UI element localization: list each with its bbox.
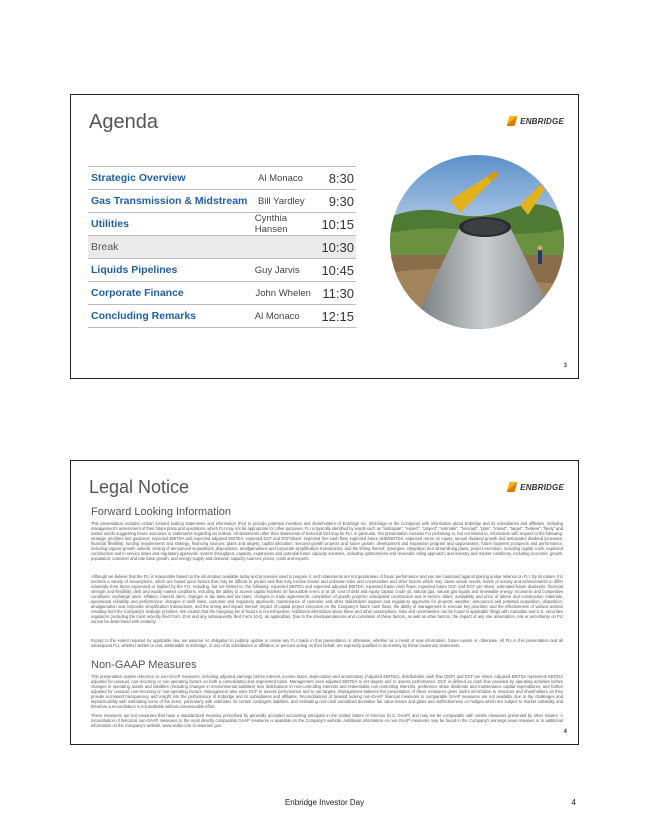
logo-text: ENBRIDGE xyxy=(520,116,564,126)
slide-title: Agenda xyxy=(89,111,158,133)
fli-heading: Forward Looking Information xyxy=(91,506,232,518)
agenda-row xyxy=(88,282,356,305)
non-gaap-heading: Non-GAAP Measures xyxy=(91,659,197,671)
agenda-presenter: John Whelen xyxy=(255,287,311,299)
agenda-table xyxy=(88,166,356,328)
agenda-row xyxy=(88,259,356,282)
agenda-time: 12:15 xyxy=(321,308,354,324)
agenda-row xyxy=(88,166,356,190)
slide-number: 3 xyxy=(563,363,567,369)
fli-paragraph-2: Although we believe that the FLI is reasonable based on the information available today and processes used to prepare it, such statements are not guarantees of future performance and you are cautioned against placing undue reliance on FLI. By its nature, FLI involves a variety of assumptions, which are based upon factors that may be difficult to predict and that may involve known and unknown risks and uncertainties and other factors which may cause actual results, levels of activity and achievements to differ materially from those expressed or implied by the FLI, including, but not limited to, the following: expected EBITDA and expected adjusted EBITDA; expected future cash flows; expected future DCF and DCF per share; estimated future dividends; financial strength and flexibility; debt and equity market conditions, including the ability to access capital markets on favourable terms or at all; cost of debt and equity capital; crude oil, natural gas, natural gas liquids and renewable energy; economic and competitive conditions; exchange rates; inflation; interest rates; changes in tax laws and tax rates; changes in trade agreements, completion of growth projects; anticipated construction and in-service dates; availability and price of labour and construction materials; operational reliability and performance; changes in tariff rates; customer and regulatory approvals; maintenance of customer and other stakeholder support and regulatory approvals for projects; weather; announced and potential acquisition, disposition, amalgamation and corporate simplification transactions, and the timing and impact thereof; impact of capital project execution on the Company's future cash flows; the ability of management to execute key priorities; and the effectiveness of various actions resulting from the Company's strategic priorities. We caution that the foregoing list of factors is not exhaustive. Additional information about these and other assumptions, risks and uncertainties can be found in applicable filings with Canadian and U.S. securities regulators (including the most recently filed Form 10-K and any subsequently filed Form 10-Q, as applicable). Due to the interdependencies and correlation of these factors, as well as other factors, the impact of any one assumption, risk or uncertainty on FLI cannot be determined with certainty. xyxy=(91,574,563,624)
fli-paragraph-1: This presentation includes certain forward looking statements and information (FLI) to provide potential investors and shareholders of Enbridge Inc. (Enbridge or the Company) with information about Enbridge and its subsidiaries and affiliates, including management's assessment of their future plans and operations, which FLI may not be appropriate for other purposes. FLI is typically identified by words such as "anticipate", "expect", "project", "estimate", "forecast", "plan", "intend", "target", "believe", "likely" and similar words suggesting future outcomes or statements regarding an outlook. All statements other than statements of historical fact may be FLI. In particular, this presentation contains FLI pertaining to, but not limited to, information with respect to the following: strategic priorities and guidance; expected EBITDA and expected adjusted EBITDA; expected DCF and DCF/share; expected free cash flow; expected future debt/EBITDA; expected return on equity; annual dividend growth and anticipated dividend increases; financial flexibility; funding requirements and strategy; financing sources; plans and targets; capital allocation; secured growth projects and future growth, development and expansion program and opportunities; future business prospects and performance, including organic growth outlook; closing of announced acquisitions, dispositions, amalgamations and corporate simplification transactions, and the timing thereof; synergies, integration and streamlining plans; project execution, including capital costs, expected construction and in service dates and regulatory approvals; system throughput, capacity, expansions and potential future capacity solutions, including optimizations and reversals; toling approach; and industry and market conditions, including economic growth, population, customer and rate base growth, and energy supply and demand; capacity sources; prices, costs and exports. xyxy=(91,521,563,561)
enbridge-flame-icon xyxy=(506,481,518,493)
agenda-time: 11:30 xyxy=(322,285,354,301)
agenda-row xyxy=(88,213,356,236)
agenda-topic: Concluding Remarks xyxy=(91,310,197,322)
agenda-row xyxy=(88,305,356,328)
non-gaap-paragraph-1: This presentation makes reference to non-GAAP measures, including adjusted earnings before interest, income taxes, depreciation and amortization (Adjusted EBITDA), distributable cash flow (DCF) and DCF per share. Adjusted EBITDA represents EBITDA adjusted for unusual, non-recurring or non-operating factors on both a consolidated and segmented basis. Management uses adjusted EBITDA to set targets and to assess performance. DCF is defined as cash flow provided by operating activities before changes in operating assets and liabilities (including changes in environmental liabilities) less distributions to non-controlling interests and redeemable non-controlling interests, preference share dividends and maintenance capital expenditures, and further adjusted for unusual, non-recurring or non-operating factors. Management also uses DCF to assess performance and to set targets. Management believes the presentation of these measures gives useful information to investors and shareholders as they provide increased transparency and insight into the performance of Enbridge and its subsidiaries and affiliates. Reconciliations of forward looking non-GAAP financial measures to comparable GAAP measures are not available due to the challenges and impracticability with estimating some of the items, particularly with estimates for certain contingent liabilities, and estimating non-cash unrealized derivative fair value losses and gains and ineffectiveness on hedges which are subject to market variability and therefore a reconciliation is not available without unreasonable effort. xyxy=(91,674,563,709)
pipeline-construction-photo xyxy=(390,155,564,329)
agenda-time: 8:30 xyxy=(328,170,354,186)
agenda-presenter: Cynthia Hansen xyxy=(254,213,288,235)
footer-page-number: 4 xyxy=(571,798,576,807)
enbridge-logo xyxy=(506,481,564,493)
enbridge-flame-icon xyxy=(506,115,518,127)
fli-paragraph-3: Except to the extent required by applicable law, we assume no obligation to publicly update or revise any FLI made in this presentation or otherwise, whether as a result of new information, future events or otherwise. All FLI in this presentation and all subsequent FLI, whether written or oral, attributable to Enbridge, or any of its subsidiaries or affiliates, or persons acting on their behalf, are expressly qualified in its entirety by these cautionary statements. xyxy=(91,638,563,648)
agenda-topic: Utilities xyxy=(91,218,129,230)
agenda-slide xyxy=(70,94,579,379)
agenda-topic: Break xyxy=(91,241,119,253)
agenda-topic: Liquids Pipelines xyxy=(91,264,178,276)
non-gaap-paragraph-2: These measures are not measures that have a standardized meaning prescribed by generally accepted accounting principles in the United States of America (U.S. GAAP) and may not be comparable with similar measures presented by other issuers. A reconciliation of historical non-GAAP measures to the most directly comparable GAAP measures is available on the Company's website. Additional information on non-GAAP measures may be found in the Company's earnings news releases or in additional information on the Company's website, www.sedar.com or www.sec.gov. xyxy=(91,713,563,728)
enbridge-logo xyxy=(506,115,564,127)
agenda-time: 10:15 xyxy=(321,216,354,232)
agenda-presenter: Bill Yardley xyxy=(258,195,305,207)
agenda-row xyxy=(88,190,356,213)
agenda-topic: Strategic Overview xyxy=(91,172,186,184)
slide-number: 4 xyxy=(563,729,567,735)
agenda-presenter: Al Monaco xyxy=(254,310,300,322)
slide-title: Legal Notice xyxy=(89,477,190,497)
agenda-time: 10:30 xyxy=(321,239,354,255)
agenda-presenter: Al Monaco xyxy=(258,172,303,184)
logo-text: ENBRIDGE xyxy=(520,482,564,492)
agenda-topic: Corporate Finance xyxy=(91,287,184,299)
legal-notice-slide xyxy=(70,460,579,745)
agenda-row-break xyxy=(88,236,356,259)
pipeline-photo-illustration xyxy=(390,155,564,329)
agenda-time: 9:30 xyxy=(328,193,354,209)
agenda-presenter: Guy Jarvis xyxy=(254,264,300,276)
agenda-time: 10:45 xyxy=(321,262,354,278)
footer-title: Enbridge Investor Day xyxy=(284,798,365,807)
agenda-topic: Gas Transmission & Midstream xyxy=(91,195,248,207)
